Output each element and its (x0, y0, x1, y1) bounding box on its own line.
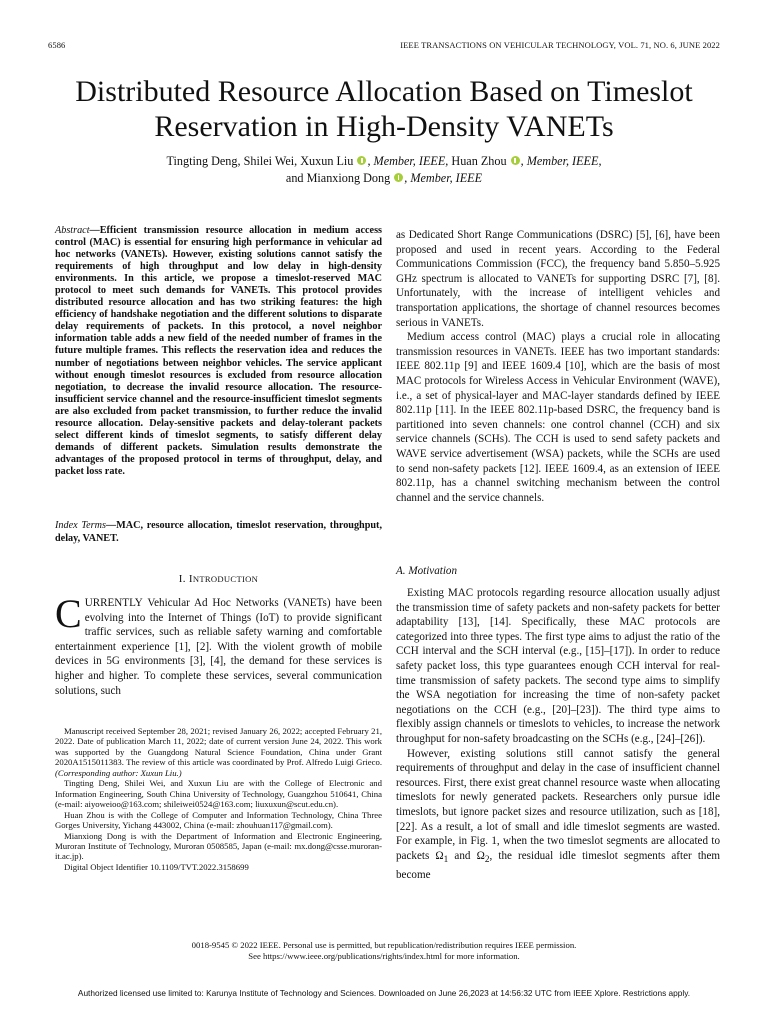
title-line-1: Distributed Resource Allocation Based on Timeslot (75, 75, 693, 108)
author-membership-1: , Member, IEEE, (367, 154, 449, 168)
paragraph: Existing MAC protocols regarding resource allocation usually adjust the transmission time of safety packets and non-safety packets for better adaptability [13], [14]. Specifically, these MAC protocols are categorized into three types. The first type aims to adjust the ratio of the CCH interval and the SCH interval (e.g., [15]–[17]). In order to reduce safety packet loss, this type guarantees enough CCH interval for real-time transmission of safety packets. The second type aims to simplify the WSA negotiation for increasing the time of non-safety packet negotiations on the CCH (e.g., [20]–[23]). The third type aims to flexibly assign channels or timeslots to vehicles, to increase the network throughput for non-safety broadcasting on the SCHs (e.g., [24]–[26]). (396, 587, 720, 745)
abstract (55, 225, 382, 478)
author-membership-3: , Member, IEEE (404, 171, 483, 185)
author-list (40, 153, 728, 187)
right-column-body (396, 228, 720, 505)
authors-line-1 (40, 153, 728, 170)
abstract-lead: Abstract (55, 225, 90, 236)
footnote-manuscript: Manuscript received September 28, 2021; revised January 26, 2022; accepted February 21, 2022. Date of publication March 11, 2022; date of current version June 24, 2022. This work was supported by the Guangdong Natural Science Foundation, China under Grant 2020A1515011383. The review of this article was coordinated by Prof. Alfredo Luigi Grieco. (Corresponding author: Xuxun Liu.) (55, 726, 382, 778)
subsection-heading-motivation: A. Motivation (396, 565, 458, 577)
journal-header: IEEE TRANSACTIONS ON VEHICULAR TECHNOLOGY, VOL. 71, NO. 6, JUNE 2022 (400, 40, 720, 50)
author-names-1: Tingting Deng, Shilei Wei, Xuxun Liu (166, 154, 354, 168)
author-name-zhou: Huan Zhou (448, 154, 507, 168)
index-terms-text: —MAC, resource allocation, timeslot reservation, throughput, delay, VANET. (55, 520, 382, 544)
paragraph: Medium access control (MAC) plays a crucial role in allocating transmission resources in VANETs. IEEE has two important standards: IEEE 802.11p [9] and IEEE 1609.4 [10], which are the basis of most MAC protocols for Wireless Access in Vehicular Environment (WAVE), i.e., a set of physical-layer and MAC-layer standards defined by IEEE 802.11p [11]. In the IEEE 802.11p-based DSRC, the frequency band is partitioned into seven channels: one control channel (CCH) and six service channels (SCHs). The CCH is used to send safety packets and WAVE service advertisement (WSA) packets, while the SCHs are used to send non-safety packets [12]. IEEE 1609.4, as an extension of IEEE 802.11p, has a channel switching mechanism between the control channel and the service channels. (396, 331, 720, 504)
section-heading-introduction: I. INTRODUCTION (178, 573, 259, 585)
omega-symbol: Ω (435, 849, 444, 862)
orcid-icon[interactable] (357, 156, 366, 165)
orcid-icon[interactable] (511, 156, 520, 165)
footnote-affiliation-3: Mianxiong Dong is with the Department of Information and Electronic Engineering, Muroran Institute of Technology, Muroran 0508585, Japan (e-mail: mx.dong@csse.muroran-it.ac.jp). (55, 830, 382, 862)
licence-notice: Authorized licensed use limited to: Karunya Institute of Technology and Sciences. Downloaded on June 26,2023 at 14:56:32 UTC from IEEE Xplore. Restrictions apply. (77, 988, 691, 998)
footnotes (55, 726, 382, 872)
index-terms-lead: Index Terms (55, 520, 106, 531)
paper-title (40, 74, 728, 144)
paragraph: as Dedicated Short Range Communications (DSRC) [5], [6], have been proposed and used in recent years. According to the Federal Communications Commission (FCC), the frequency band 5.850–5.925 GHz spectrum is allocated to VANETs for supporting DSRC [7], [8]. Unfortunately, with the increase of intelligent vehicles and transportation applications, the shortage of channel resources becomes serious in VANETs. (396, 229, 720, 329)
paragraph: However, existing solutions still cannot satisfy the general requirements of throughput and delay in the case of insufficient channel resources. First, there exist great channel resource waste when allocating timeslots for newly generated packets. Researchers only pursue idle timeslots, but ignore packet sizes and resource utilization, such as [18], [22]. As a result, a lot of small and idle timeslot segments are wasted. For example, in Fig. 1, when the two timeslot segments are allocated to packets $\Omega_1$ and $\Omega_2$, the residual idle timeslot segments after them become (396, 747, 720, 881)
copyright-line-1: 0018-9545 © 2022 IEEE. Personal use is permitted, but republication/redistribution requires IEEE permission. (191, 940, 577, 950)
page-number: 6586 (48, 40, 66, 50)
drop-cap: C (55, 591, 82, 636)
orcid-icon[interactable] (394, 173, 403, 182)
abstract-text: —Efficient transmission resource allocation in medium access control (MAC) is essential for ensuring high performance in vehicular ad hoc networks (VANETs). However, existing solutions cannot satisfy the requirements of high throughput and low delay in high-density environments. In this article, we propose a timeslot-reserved MAC protocol to meet such demands for VANETs. This protocol provides distributed resource allocation and has two striking features: the high efficiency of handshake negotiation and the different solutions to disparate delay requirements of packets. In this protocol, a novel neighbor information table adds a new field of the needed number of frames in the future multiple frames. This reflects the reservation idea and reduces the number of negotiations between neighbor vehicles. The service applicant without enough timeslot resources is excluded from resource allocation negotiation, to decrease the invalid resource allocation. The resource-insufficient service channel and the resource-insufficient timeslot segments are also excluded from packet transmission, to further reduce the invalid resource allocation. Delay-sensitive packets and delay-tolerant packets select different kinds of timeslot segments, to satisfy different delay demands of different packets. Simulation results demonstrate the advantages of the proposed protocol in terms of throughput, delay, and packet loss rate. (55, 225, 382, 477)
footnote-doi[interactable]: Digital Object Identifier 10.1109/TVT.2022.3158699 (64, 861, 249, 872)
intro-text: Vehicular Ad Hoc Networks (VANETs) have been evolving into the Internet of Things (IoT) to provide significant traffic services, such as reliable safety warning and comfortable entertainment experience [1], [2]. With the violent growth of mobile devices in 5G environments [3], [4], the demand for these services is higher and higher. To complete these services, several communication solutions, such (55, 597, 382, 697)
copyright-notice (40, 940, 728, 961)
footnote-affiliation-1: Tingting Deng, Shilei Wei, and Xuxun Liu are with the College of Electronic and Information Engineering, South China University of Technology, Guangzhou 510641, China (e-mail: aiyoweioo@163.com; shileiwei0524@163.com; liuxuxun@scut.edu.cn). (55, 778, 382, 810)
copyright-line-2[interactable]: See https://www.ieee.org/publications/rights/index.html for more information. (248, 950, 520, 961)
omega-symbol: Ω (476, 849, 485, 862)
introduction-paragraph (55, 591, 382, 698)
intro-first-word: URRENTLY (84, 597, 143, 609)
footnote-affiliation-2: Huan Zhou is with the College of Computer and Information Technology, China Three Gorges University, Yichang 443002, China (e-mail: zhouhuan117@gmail.com). (55, 809, 382, 831)
title-line-2: Reservation in High-Density VANETs (154, 110, 614, 143)
index-terms (55, 520, 382, 546)
author-membership-2: , Member, IEEE, (520, 154, 602, 168)
motivation-body (396, 586, 720, 882)
author-name-dong: and Mianxiong Dong (285, 171, 391, 185)
authors-line-2 (40, 170, 728, 187)
